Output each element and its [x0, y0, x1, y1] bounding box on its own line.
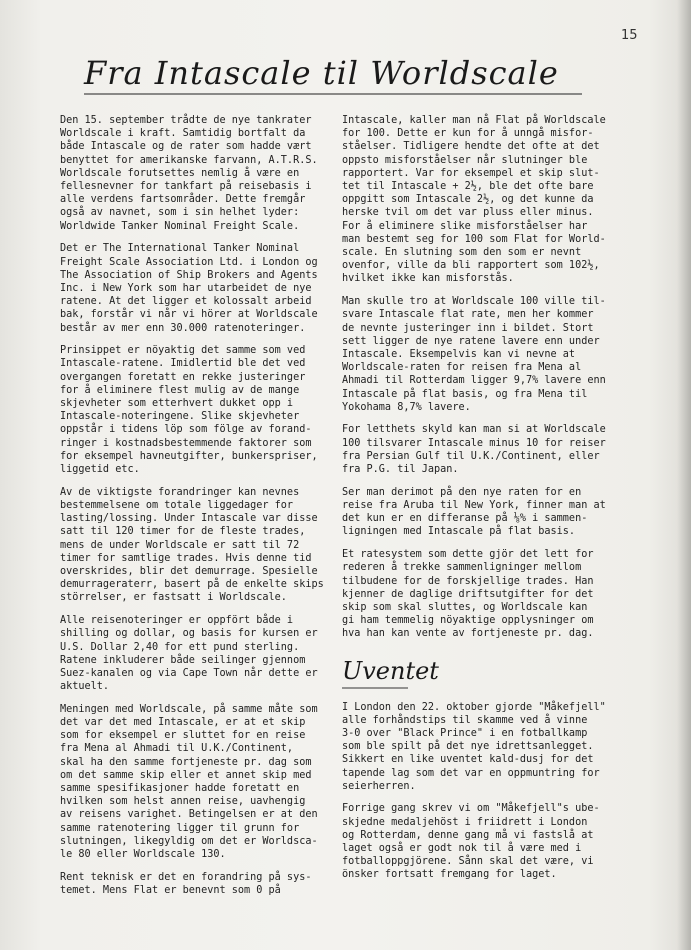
paragraph: I London den 22. oktober gjorde "Måkefjell" alle forhåndstips til skamme ved å vinne 3-0 over "Black Prince" i en fotballkamp som ble spilt på det nye idrettsanlegget. Sikkert en like uventet kald-dusj for det tapende lag som det var en oppmuntring for seierherren.	[342, 701, 606, 792]
right-column	[342, 114, 637, 891]
title-underline	[84, 93, 582, 95]
page-edge-shadow	[677, 0, 691, 950]
paragraph: Den 15. september trådte de nye tankrater Worldscale i kraft. Samtidig bortfalt da både Intascale og de rater som hadde vært benyttet for amerikanske farvann, A.T.R.S. Worldscale forutsettes nemlig å være en fellesnevner for tankfart på reisebasis i alle verdens fartsområder. Dette fremgår også av navnet, som i sin helhet lyder: Worldwide Tanker Nominal Freight Scale.	[60, 115, 318, 232]
paragraph: Et ratesystem som dette gjör det lett for rederen å trekke sammenligninger mellom tilbudene for de forskjellige trades. Han kjenner de daglige driftsutgifter for det skip som skal sluttes, og Worldscale kan gi ham temmelig nöyaktige opplysninger om hva han kan vente av fortjeneste pr. dag.	[342, 549, 594, 640]
paragraph: Forrige gang skrev vi om "Måkefjell"s ube- skjedne medaljehöst i friidrett i London og Rotterdam, denne gang må vi fastslå at laget også er godt nok til å være med i fotballoppgjörene. Sånn skal det være, vi önsker fortsatt fremgang for laget.	[342, 803, 600, 881]
paragraph: Man skulle tro at Worldscale 100 ville til- svare Intascale flat rate, men her kommer de nevnte justeringer inn i bildet. Stort sett ligger de nye ratene lavere enn under Intascale. Eksempelvis kan vi nevne at Worldscale-raten for reisen fra Mena al Ahmadi til Rotterdam ligger 9,7% lavere enn Intascale på flat basis, og fra Mena til Yokohama 8,7% lavere.	[342, 296, 606, 413]
paragraph: Meningen med Worldscale, på samme måte som det var det med Intascale, er at et skip som for eksempel er sluttet for en reise fra Mena al Ahmadi til U.K./Continent, skal ha den samme fortjeneste pr. dag som om det samme skip eller et annet skip med samme spesifikasjoner hadde foretatt en hvilken som helst annen reise, uavhengig av reisens varighet. Betingelsen er at den samme ratenotering ligger til grunn for slutningen, likegyldig om det er Worldsca- le 80 eller Worldscale 130.	[60, 703, 318, 861]
paragraph: Alle reisenoteringer er oppfört både i shilling og dollar, og basis for kursen er U.S. Dollar 2,40 for ett pund sterling. Ratene inkluderer både seilinger gjennom Suez-kanalen og via Cape Town når dette er aktuelt.	[60, 615, 318, 693]
page-number: 15	[621, 28, 638, 43]
paragraph: Intascale, kaller man nå Flat på Worldscale for 100. Dette er kun for å unngå misfor- ståelser. Tidligere hendte det ofte at det oppsto misforståelser når slutninger ble rapportert. Var for eksempel et skip slut- tet til Intascale + 2½, ble det ofte bare oppgitt som Intascale 2½, og det kunne da herske tvil om det var pluss eller minus. For å eliminere slike misforståelser har man bestemt seg for 100 som Flat for World- scale. En slutning som den som er nevnt ovenfor, ville da bli rapportert som 102½, hvilket ikke kan misforstås.	[342, 115, 606, 285]
section-heading: Uventet	[342, 656, 439, 685]
paragraph: Ser man derimot på den nye raten for en reise fra Aruba til New York, finner man at det kun er en differanse på ⅛% i sammen- ligningen med Intascale på flat basis.	[342, 486, 606, 538]
paragraph: For letthets skyld kan man si at Worldscale 100 tilsvarer Intascale minus 10 for reiser fra Persian Gulf til U.K./Continent, eller fra P.G. til Japan.	[342, 424, 606, 476]
left-column	[60, 114, 355, 907]
article-title: Fra Intascale til Worldscale	[84, 54, 559, 92]
paragraph: Det er The International Tanker Nominal Freight Scale Association Ltd. i London og The Association of Ship Brokers and Agents Inc. i New York som har utarbeidet de nye ratene. At det ligger et kolossalt arbeid bak, forstår vi når vi hörer at Worldscale består av mer enn 30.000 ratenoteringer.	[60, 243, 318, 334]
paragraph: Prinsippet er nöyaktig det samme som ved Intascale-ratene. Imidlertid ble det ved overgangen foretatt en rekke justeringer for å eliminere flest mulig av de mange skjevheter som etterhvert dukket opp i Intascale-noteringene. Slike skjevheter oppstår i tidens löp som fölge av forand- ringer i kostnadsbestemmende faktorer som for eksempel havneutgifter, bunkerspriser, liggetid etc.	[60, 345, 318, 476]
paragraph: Av de viktigste forandringer kan nevnes bestemmelsene om totale liggedager for lasting/lossing. Under Intascale var disse satt til 120 timer for de fleste trades, mens de under Worldscale er satt til 72 timer for samtlige trades. Hvis denne tid overskrides, blir det demurrage. Spesielle demurrageraterr, basert på de enkelte skips störrelser, er fastsatt i Worldscale.	[60, 486, 324, 604]
paragraph: Rent teknisk er det en forandring på sys- temet. Mens Flat er benevnt som 0 på	[60, 871, 312, 896]
section-heading-underline	[342, 687, 408, 689]
